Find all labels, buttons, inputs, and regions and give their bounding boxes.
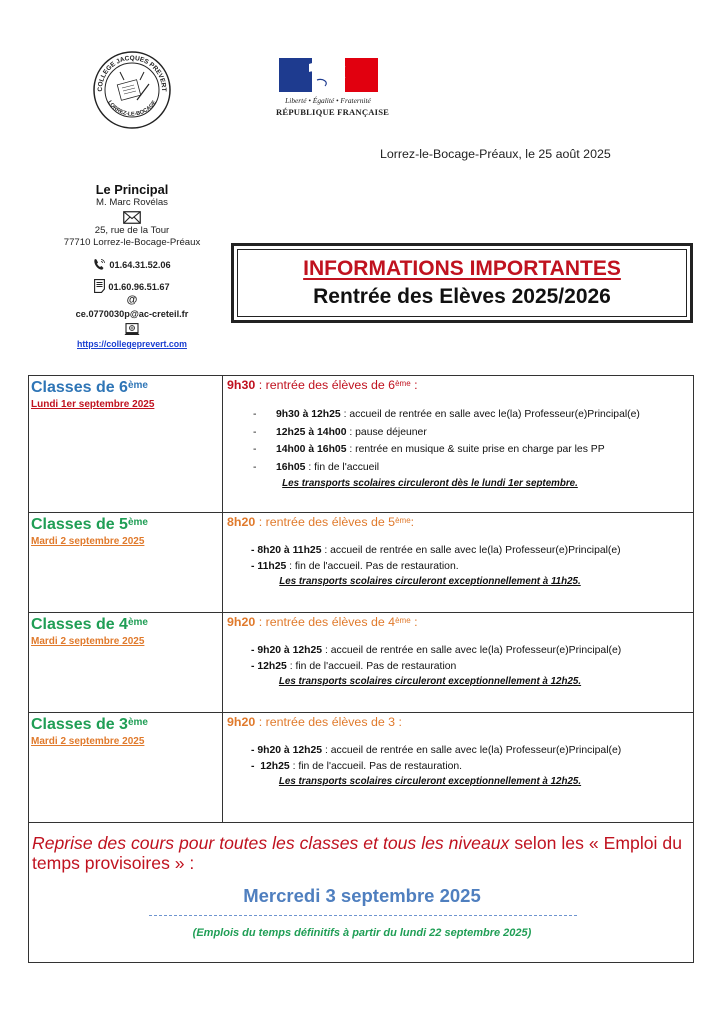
class-name-sup: ème — [127, 717, 148, 728]
heading-time: 9h20 — [227, 615, 256, 629]
item-text: : fin de l'accueil — [305, 461, 380, 473]
item-time: 14h00 à 16h05 — [276, 444, 347, 455]
schedule-item: - 12h25 : fin de l'accueil. Pas de restauration — [251, 660, 457, 672]
schedule-heading — [227, 514, 693, 530]
heading-time: 9h20 — [227, 715, 256, 729]
item-time: 9h20 à 12h25 — [257, 745, 323, 756]
schedule-item — [253, 424, 693, 442]
republique-francaise-logo — [276, 58, 390, 122]
class-name — [31, 378, 222, 398]
class-date: Mardi 2 septembre 2025 — [31, 536, 145, 547]
schedule-cell — [223, 513, 694, 613]
at-icon: @ — [126, 294, 138, 306]
schedule-item — [253, 406, 693, 424]
website-link[interactable]: https://collegeprevert.com — [77, 339, 187, 349]
item-time: 8h20 à 11h25 — [257, 545, 322, 556]
schedule-item — [253, 459, 693, 477]
contact-block — [52, 182, 212, 350]
reprise-date: Mercredi 3 septembre 2025 — [243, 885, 481, 906]
item-text: : accueil de rentrée en salle avec le(la) Professeur(e)Principal(e) — [321, 545, 621, 556]
schedule-item — [253, 441, 693, 459]
bullet-dash: - — [253, 461, 257, 473]
svg-text:LORREZ-LE-BOCAGE — [106, 99, 158, 117]
fax-number: 01.60.96.51.67 — [108, 282, 170, 292]
schedule-item: - 8h20 à 11h25 : accueil de rentrée en salle avec le(la) Professeur(e)Principal(e) — [251, 545, 621, 556]
class-cell — [29, 613, 223, 713]
heading-sup: ème — [395, 516, 411, 525]
class-cell — [29, 713, 223, 823]
class-name — [31, 715, 222, 735]
marianne-flag-icon — [279, 58, 378, 92]
item-time: 9h20 à 12h25 — [257, 645, 323, 656]
class-name — [31, 515, 222, 535]
address-line2: 77710 Lorrez-le-Bocage-Préaux — [63, 237, 201, 248]
heading-text: : rentrée des élèves de 6 — [255, 378, 396, 392]
item-text: : fin de l'accueil. Pas de restauration — [286, 660, 457, 672]
rentree-subtitle: Rentrée des Elèves 2025/2026 — [313, 285, 611, 308]
class-row-5 — [29, 513, 694, 613]
bullet-dash: - — [253, 444, 257, 455]
schedule-heading — [227, 614, 693, 630]
item-time: 11h25 — [257, 560, 287, 572]
item-text: : accueil de rentrée en salle avec le(la) Professeur(e)Principal(e) — [322, 645, 622, 656]
schedule-cell — [223, 713, 694, 823]
college-logo-bottom-text: LORREZ-LE-BOCAGE — [106, 99, 158, 118]
reprise-text — [32, 833, 682, 873]
college-logo — [92, 50, 172, 130]
reprise-rest-text: selon les « Emploi du temps provisoires » : — [32, 833, 682, 873]
class-name-text: Classes de 5 — [31, 516, 128, 533]
heading-end: : — [410, 515, 415, 529]
class-name-text: Classes de 3 — [31, 716, 128, 733]
class-date: Mardi 2 septembre 2025 — [31, 636, 145, 647]
class-row-4 — [29, 613, 694, 713]
transport-note: Les transports scolaires circuleront exceptionnellement à 11h25. — [279, 576, 581, 587]
heading-text: : rentrée des élèves de 5 — [255, 515, 396, 529]
phone-row — [52, 249, 212, 271]
class-name — [31, 615, 222, 635]
heading-time: 8h20 — [227, 515, 256, 529]
phone-icon — [93, 258, 106, 271]
transport-note: Les transports scolaires circuleront exceptionnellement à 12h25. — [278, 676, 582, 687]
schedule-item: - 12h25 : fin de l'accueil. Pas de restauration. — [251, 760, 463, 772]
schedule-cell — [223, 376, 694, 513]
place-and-date: Lorrez-le-Bocage-Préaux, le 25 août 2025 — [380, 147, 611, 161]
heading-text: : rentrée des élèves de 3 : — [255, 715, 402, 729]
envelope-icon — [123, 211, 141, 224]
item-text: : fin de l'accueil. Pas de restauration. — [286, 560, 459, 572]
item-text: : accueil de rentrée en salle avec le(la) Professeur(e)Principal(e) — [340, 409, 640, 420]
class-name-sup: ème — [127, 517, 148, 528]
schedule-items — [227, 643, 693, 674]
schedule-heading — [227, 714, 693, 730]
heading-sup: ème — [395, 379, 411, 388]
class-cell — [29, 513, 223, 613]
class-row-6 — [29, 376, 694, 513]
footer-box — [28, 823, 694, 963]
heading-end: : — [410, 615, 418, 629]
heading-end: : — [410, 378, 418, 392]
emplois-definitifs-note: (Emplois du temps définitifs à partir du lundi 22 septembre 2025) — [192, 927, 532, 939]
heading-sup: ème — [395, 616, 411, 625]
class-name-text: Classes de 4 — [31, 616, 128, 633]
dashed-separator — [149, 915, 577, 916]
website-icon-row — [52, 320, 212, 338]
class-date: Mardi 2 septembre 2025 — [31, 736, 145, 747]
transport-note: Les transports scolaires circuleront exceptionnellement à 12h25. — [278, 776, 582, 787]
item-time: 9h30 à 12h25 — [276, 409, 341, 420]
laptop-icon — [124, 323, 140, 336]
mail-icon-row — [52, 209, 212, 225]
phone-number: 01.64.31.52.06 — [109, 260, 171, 270]
college-seal-icon — [92, 50, 172, 130]
email-address: ce.0770030p@ac-creteil.fr — [75, 309, 189, 319]
schedule-items — [227, 743, 693, 774]
item-text: : rentrée en musique & suite prise en charge par les PP — [346, 444, 605, 455]
fax-row — [52, 271, 212, 293]
heading-time: 9h30 — [227, 378, 256, 392]
item-text: : pause déjeuner — [346, 426, 427, 438]
item-text: : fin de l'accueil. Pas de restauration. — [289, 760, 463, 772]
schedule-items — [227, 406, 693, 476]
class-date: Lundi 1er septembre 2025 — [31, 399, 155, 410]
class-name-text: Classes de 6 — [31, 379, 128, 396]
class-name-sup: ème — [127, 617, 148, 628]
transport-note: Les transports scolaires circuleront dès le lundi 1er septembre. — [282, 478, 578, 489]
rf-motto: Liberté • Égalité • Fraternité — [285, 96, 371, 105]
class-name-sup: ème — [127, 380, 148, 391]
principal-name: M. Marc Rovélas — [96, 197, 168, 208]
item-text: : accueil de rentrée en salle avec le(la) Professeur(e)Principal(e) — [322, 745, 622, 756]
college-logo-top-text: COLLEGE JACQUES PREVERT — [96, 54, 168, 92]
item-time: 12h25 — [260, 760, 290, 772]
bullet-dash: - — [253, 426, 257, 438]
schedule-item: - 11h25 : fin de l'accueil. Pas de restauration. — [251, 560, 459, 572]
bullet-dash: - — [253, 409, 257, 420]
item-time: 16h05 — [276, 461, 306, 473]
schedule-item: - 9h20 à 12h25 : accueil de rentrée en salle avec le(la) Professeur(e)Principal(e) — [251, 745, 622, 756]
contact-title: Le Principal — [95, 182, 169, 197]
item-time: 12h25 à 14h00 — [276, 426, 347, 438]
reprise-italic-text: Reprise des cours pour toutes les classes et tous les niveaux — [32, 833, 510, 853]
rf-name: RÉPUBLIQUE FRANÇAISE — [276, 107, 390, 117]
fax-document-icon — [94, 279, 105, 293]
class-cell — [29, 376, 223, 513]
schedule-item: - 9h20 à 12h25 : accueil de rentrée en salle avec le(la) Professeur(e)Principal(e) — [251, 645, 622, 656]
heading-text: : rentrée des élèves de 4 — [255, 615, 396, 629]
schedule-table — [28, 375, 694, 823]
informations-importantes-title: INFORMATIONS IMPORTANTES — [303, 257, 621, 280]
class-row-3 — [29, 713, 694, 823]
title-box — [231, 243, 693, 323]
address-line1: 25, rue de la Tour — [94, 225, 170, 236]
schedule-items — [227, 543, 693, 574]
item-time: 12h25 — [257, 660, 287, 672]
schedule-heading — [227, 377, 693, 393]
schedule-cell — [223, 613, 694, 713]
title-box-inner — [237, 249, 687, 317]
